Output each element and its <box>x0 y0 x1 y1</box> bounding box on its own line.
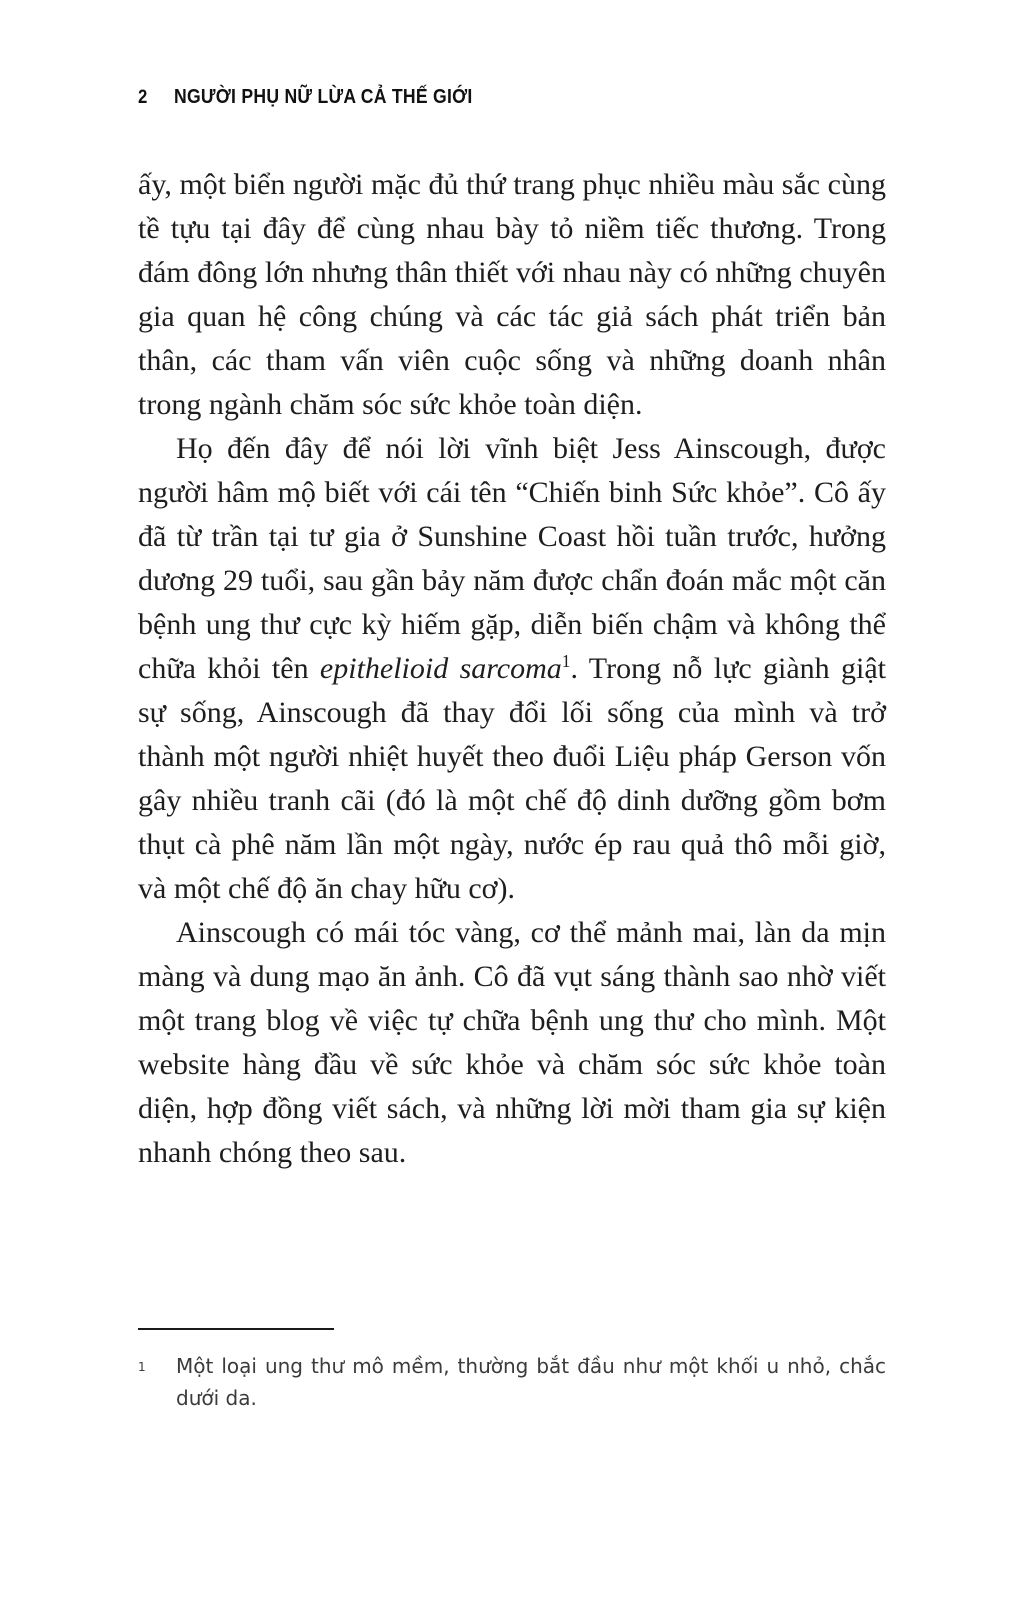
paragraph-jess-intro <box>138 427 886 911</box>
footnote-separator-rule <box>138 1328 334 1330</box>
footnote-area <box>138 1328 886 1414</box>
footnote <box>138 1350 886 1414</box>
paragraph-text-segment: Họ đến đây để nói lời vĩnh biệt Jess Ainscough, được người hâm mộ biết với cái tên “Chiến binh Sức khỏe”. Cô ấy đã từ trần tại tư gia ở Sunshine Coast hồi tuần trước, hưởng dương 29 tuổi, sau gần bảy năm được chẩn đoán mắc một căn bệnh ung thư cực kỳ hiếm gặp, diễn biến chậm và không thể chữa khỏi tên <box>138 432 886 685</box>
running-head-title: NGƯỜI PHỤ NỮ LỪA CẢ THẾ GIỚI <box>173 86 473 108</box>
page-body <box>138 163 886 1175</box>
paragraph-description: Ainscough có mái tóc vàng, cơ thể mảnh mai, làn da mịn màng và dung mạo ăn ảnh. Cô đã vụt sáng thành sao nhờ viết một trang blog về việc tự chữa bệnh ung thư cho mình. Một website hàng đầu về sức khỏe và chăm sóc sức khỏe toàn diện, hợp đồng viết sách, và những lời mời tham gia sự kiện nhanh chóng theo sau. <box>138 916 886 1169</box>
running-header <box>138 86 796 109</box>
footnote-text: Một loại ung thư mô mềm, thường bắt đầu như một khối u nhỏ, chắc dưới da. <box>176 1354 886 1410</box>
paragraph-continuation: ấy, một biển người mặc đủ thứ trang phục nhiều màu sắc cùng tề tựu tại đây để cùng nhau bày tỏ niềm tiếc thương. Trong đám đông lớn nhưng thân thiết với nhau này có những chuyên gia quan hệ công chúng và các tác giả sách phát triển bản thân, các tham vấn viên cuộc sống và những doanh nhân trong ngành chăm sóc sức khỏe toàn diện. <box>138 168 886 421</box>
footnote-marker: 1 <box>138 1360 146 1374</box>
italic-medical-term: epithelioid sarcoma <box>319 652 562 685</box>
footnote-reference: 1 <box>561 651 571 671</box>
paragraph-text-segment: . Trong nỗ lực giành giật sự sống, Ainscough đã thay đổi lối sống của mình và trở thành một người nhiệt huyết theo đuổi Liệu pháp Gerson vốn gây nhiều tranh cãi (đó là một chế độ dinh dưỡng gồm bơm thụt cà phê năm lần một ngày, nước ép rau quả thô mỗi giờ, và một chế độ ăn chay hữu cơ). <box>138 652 886 905</box>
page-number: 2 <box>138 87 148 108</box>
